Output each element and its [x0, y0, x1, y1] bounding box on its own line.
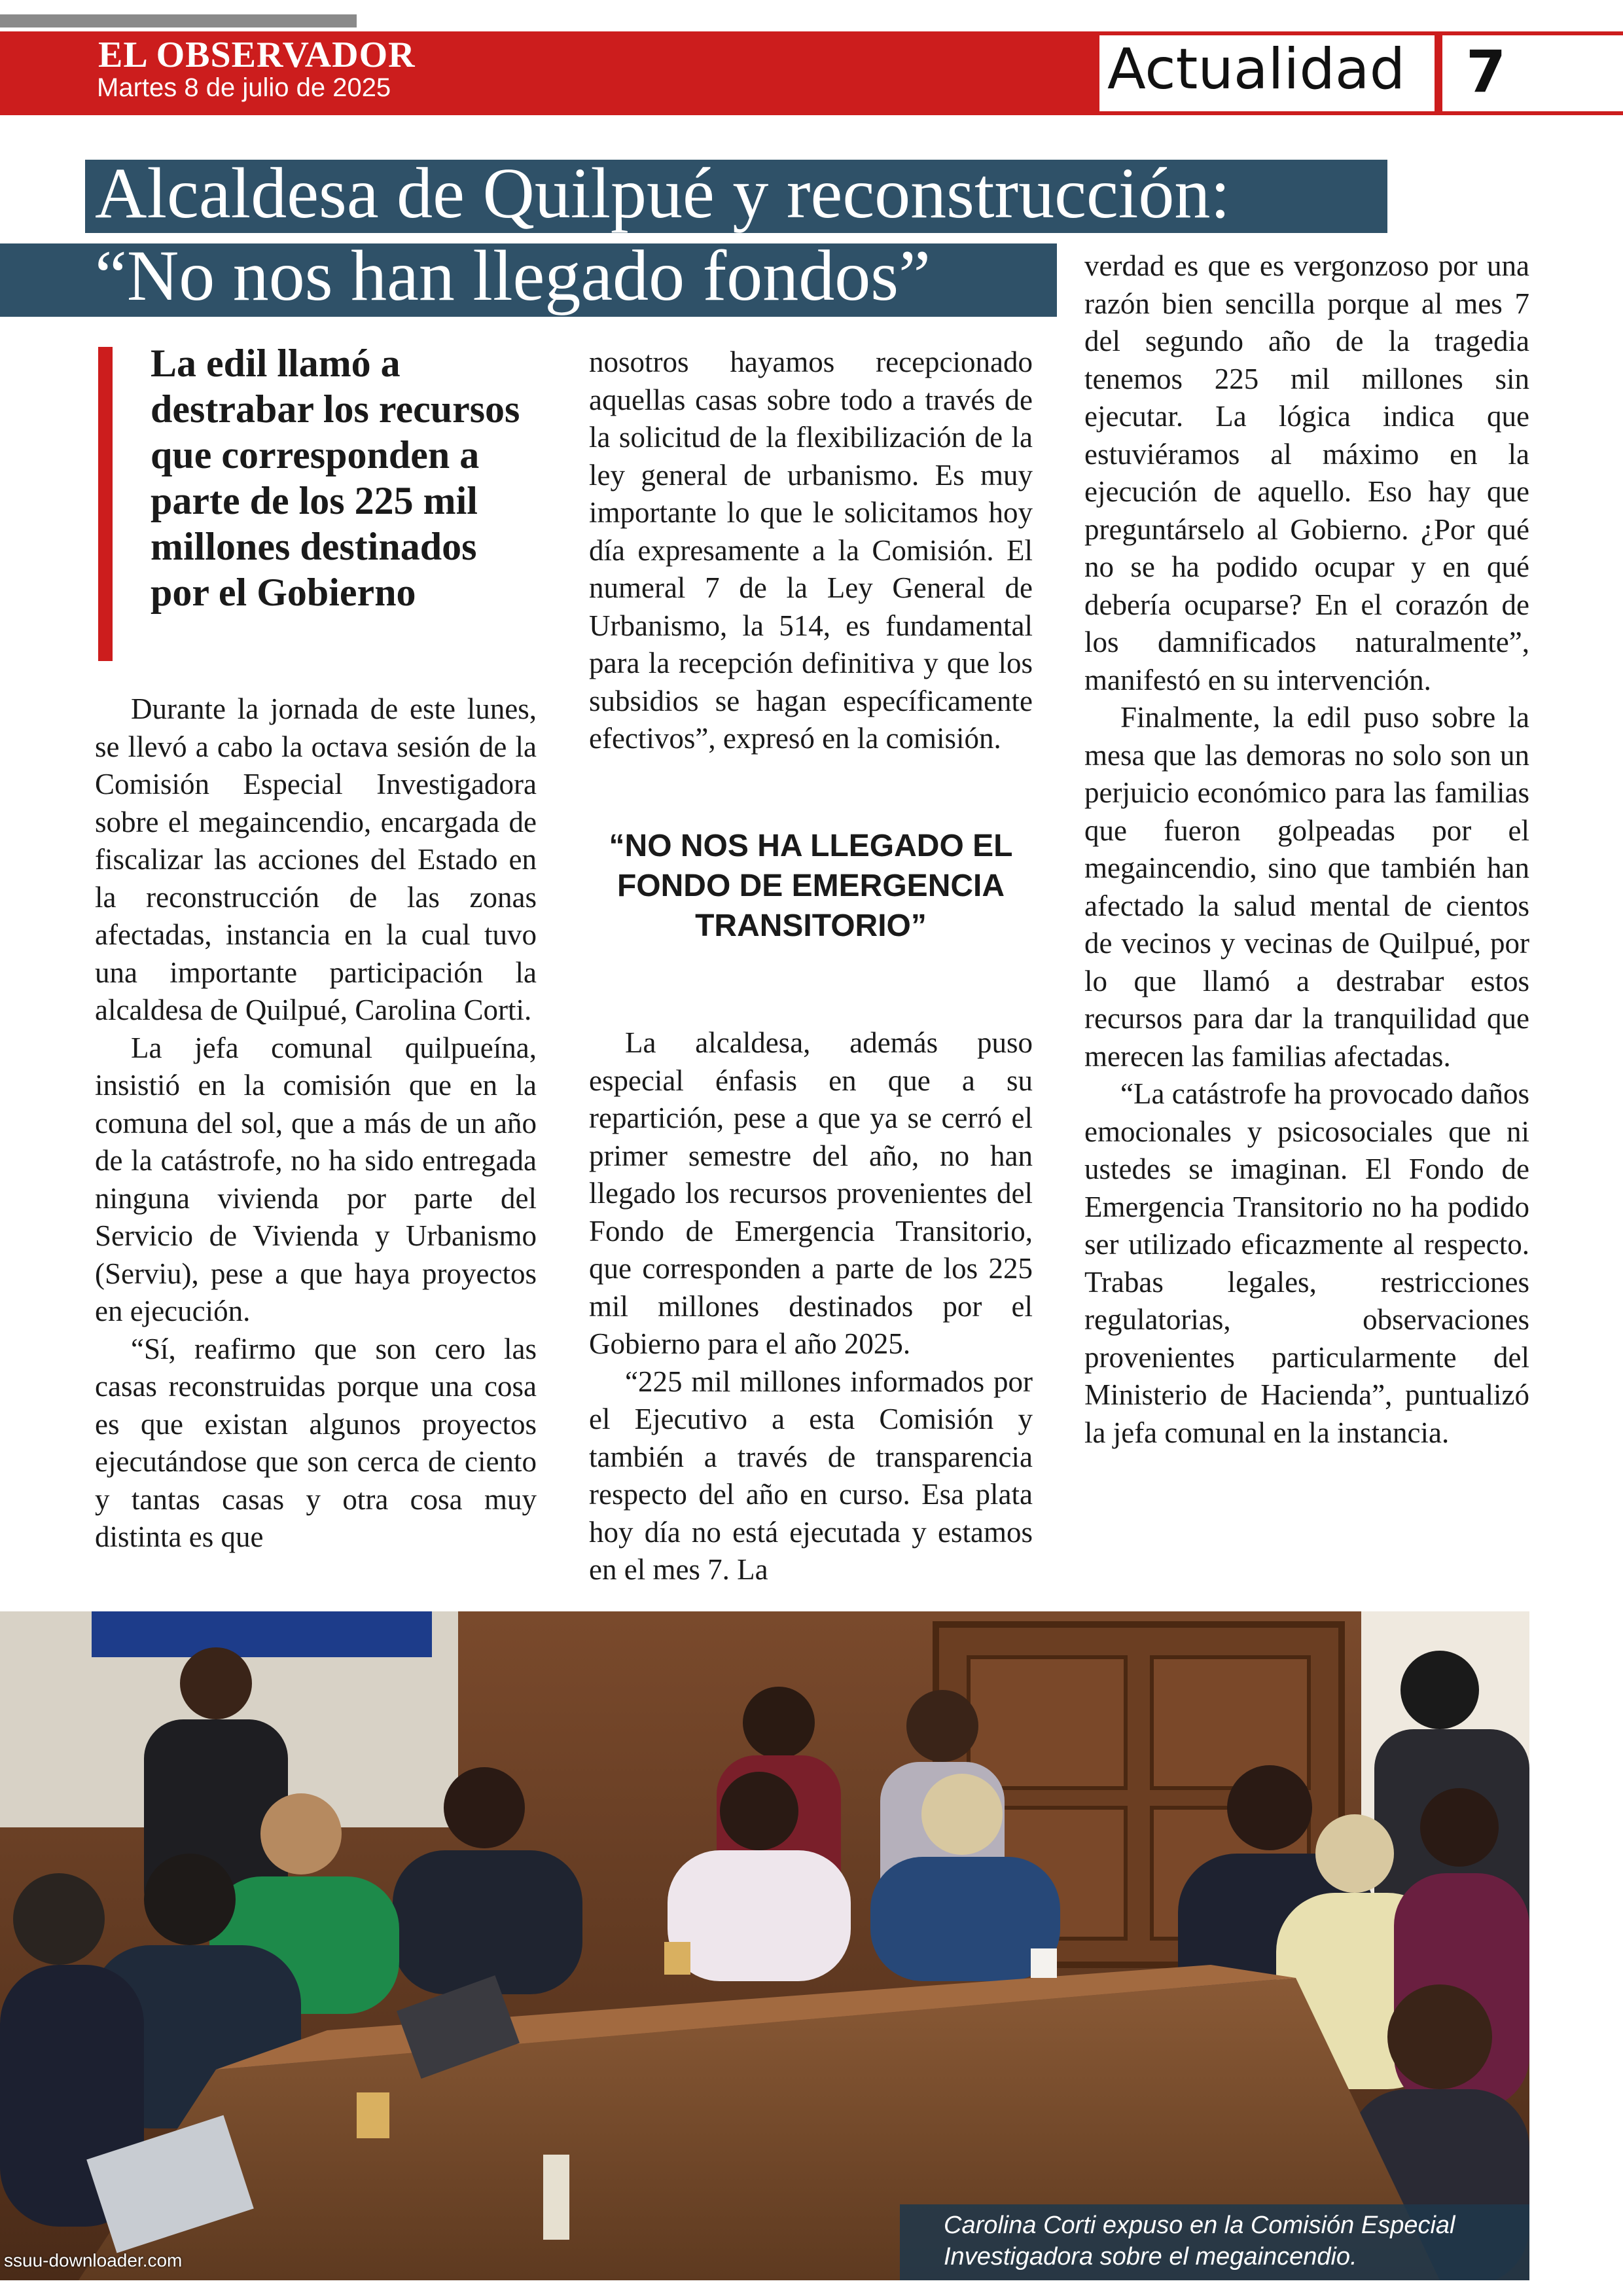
paragraph: nosotros hayamos recepcionado aquellas casas sobre todo a través de la solicitud de la flexibilización de la ley general de urbanismo. Es muy importante lo que le solicitamos hoy día expresamente a la Comisión. El numeral 7 de la Ley General de Urbanismo, la 514, es fundamental para la recepción definitiva y que los subsidios se hagan específicamente efectivos”, expresó en la comisión. — [589, 346, 1033, 755]
article-column-2 — [589, 344, 1033, 758]
paragraph: Finalmente, la edil puso sobre la mesa que las demoras no solo son un perjuicio económico para las familias que fueron golpeadas por el megaincendio, sino que también han afectado la salud mental de cientos de vecinos y vecinas de Quilpué, por lo que llamó a destrabar estos recursos para dar la tranquilidad que merecen las familias afectadas. — [1084, 701, 1529, 1073]
paragraph: Durante la jornada de este lunes, se llevó a cabo la octava sesión de la Comisión Especial Investigadora sobre el megaincendio, encargada de fiscalizar las acciones del Estado en la reconstrucción de las zonas afectadas, instancia en la cual tuvo una importante participación la alcaldesa de Quilpué, Carolina Corti. — [95, 692, 537, 1026]
article-deck: La edil llamó a destrabar los recursos que corresponden a parte de los 225 mil millones destinados por el Gobierno — [151, 342, 520, 614]
newspaper-name: EL OBSERVADOR — [98, 35, 416, 75]
meeting-photo — [0, 1611, 1529, 2280]
paragraph: “225 mil millones informados por el Ejecutivo a esta Comisión y también a través de transparencia respecto del año en curso. Esa plata hoy día no está ejecutada y estamos en el mes 7. La — [589, 1365, 1033, 1586]
watermark: ssuu-downloader.com — [4, 2250, 183, 2270]
paragraph: “La catástrofe ha provocado daños emocionales y psicosociales que ni ustedes se imaginan. El Fondo de Emergencia Transitorio no ha podido ser utilizado eficazmente al respecto. Trabas legales, restricciones regulatorias, observaciones provenientes particularmente del Ministerio de Hacienda”, puntualizó la jefa comunal en la instancia. — [1084, 1077, 1529, 1449]
page-number: 7 — [1466, 38, 1507, 105]
headline-line-1: Alcaldesa de Quilpué y reconstrucción: — [95, 153, 1230, 233]
section-divider — [1435, 31, 1442, 115]
deck-accent-bar — [98, 347, 113, 661]
photo-caption: Carolina Corti expuso en la Comisión Especial Investigadora sobre el megaincendio. — [944, 2212, 1455, 2270]
article-column-1 — [95, 691, 537, 1556]
issue-date: Martes 8 de julio de 2025 — [97, 73, 391, 102]
paragraph: La jefa comunal quilpueína, insistió en la comisión que en la comuna del sol, que a más de un año de la catástrofe, no ha sido entregada ninguna vivienda por parte del Servicio de Vivienda y Urbanismo (Serviu), pese a que haya proyectos en ejecución. — [95, 1031, 537, 1327]
section-name: Actualidad — [1107, 37, 1406, 102]
article-subhead: “NO NOS HA LLEGADO EL FONDO DE EMERGENCIA TRANSITORIO” — [609, 829, 1013, 943]
paragraph: “Sí, reafirmo que son cero las casas reconstruidas porque una cosa es que existan algunos proyectos ejecutándose que son cerca de ciento y tantas casas y otra cosa muy distinta es que — [95, 1332, 537, 1553]
paragraph: La alcaldesa, además puso especial énfasis en que a su repartición, pese a que ya se cerró el primer semestre del año, no han llegado los recursos provenientes del Fondo de Emergencia Transitorio, que corresponden a parte de los 225 mil millones destinados por el Gobierno para el año 2025. — [589, 1026, 1033, 1360]
headline-line-2: “No nos han llegado fondos” — [95, 236, 931, 315]
article-column-2-continued — [589, 1024, 1033, 1589]
top-gray-bar — [0, 14, 357, 27]
meeting-scene-illustration — [0, 1611, 1529, 2280]
article-column-3 — [1084, 247, 1529, 1452]
paragraph: verdad es que es vergonzoso por una razón bien sencilla porque al mes 7 del segundo año de la tragedia tenemos 225 mil millones sin ejecutar. La lógica indica que estuviéramos al máximo en la ejecución de aquello. Eso hay que preguntárselo al Gobierno. ¿Por qué no se ha podido ocupar y en qué debería ocuparse? En el corazón de los damnificados naturalmente”, manifestó en su intervención. — [1084, 249, 1529, 696]
